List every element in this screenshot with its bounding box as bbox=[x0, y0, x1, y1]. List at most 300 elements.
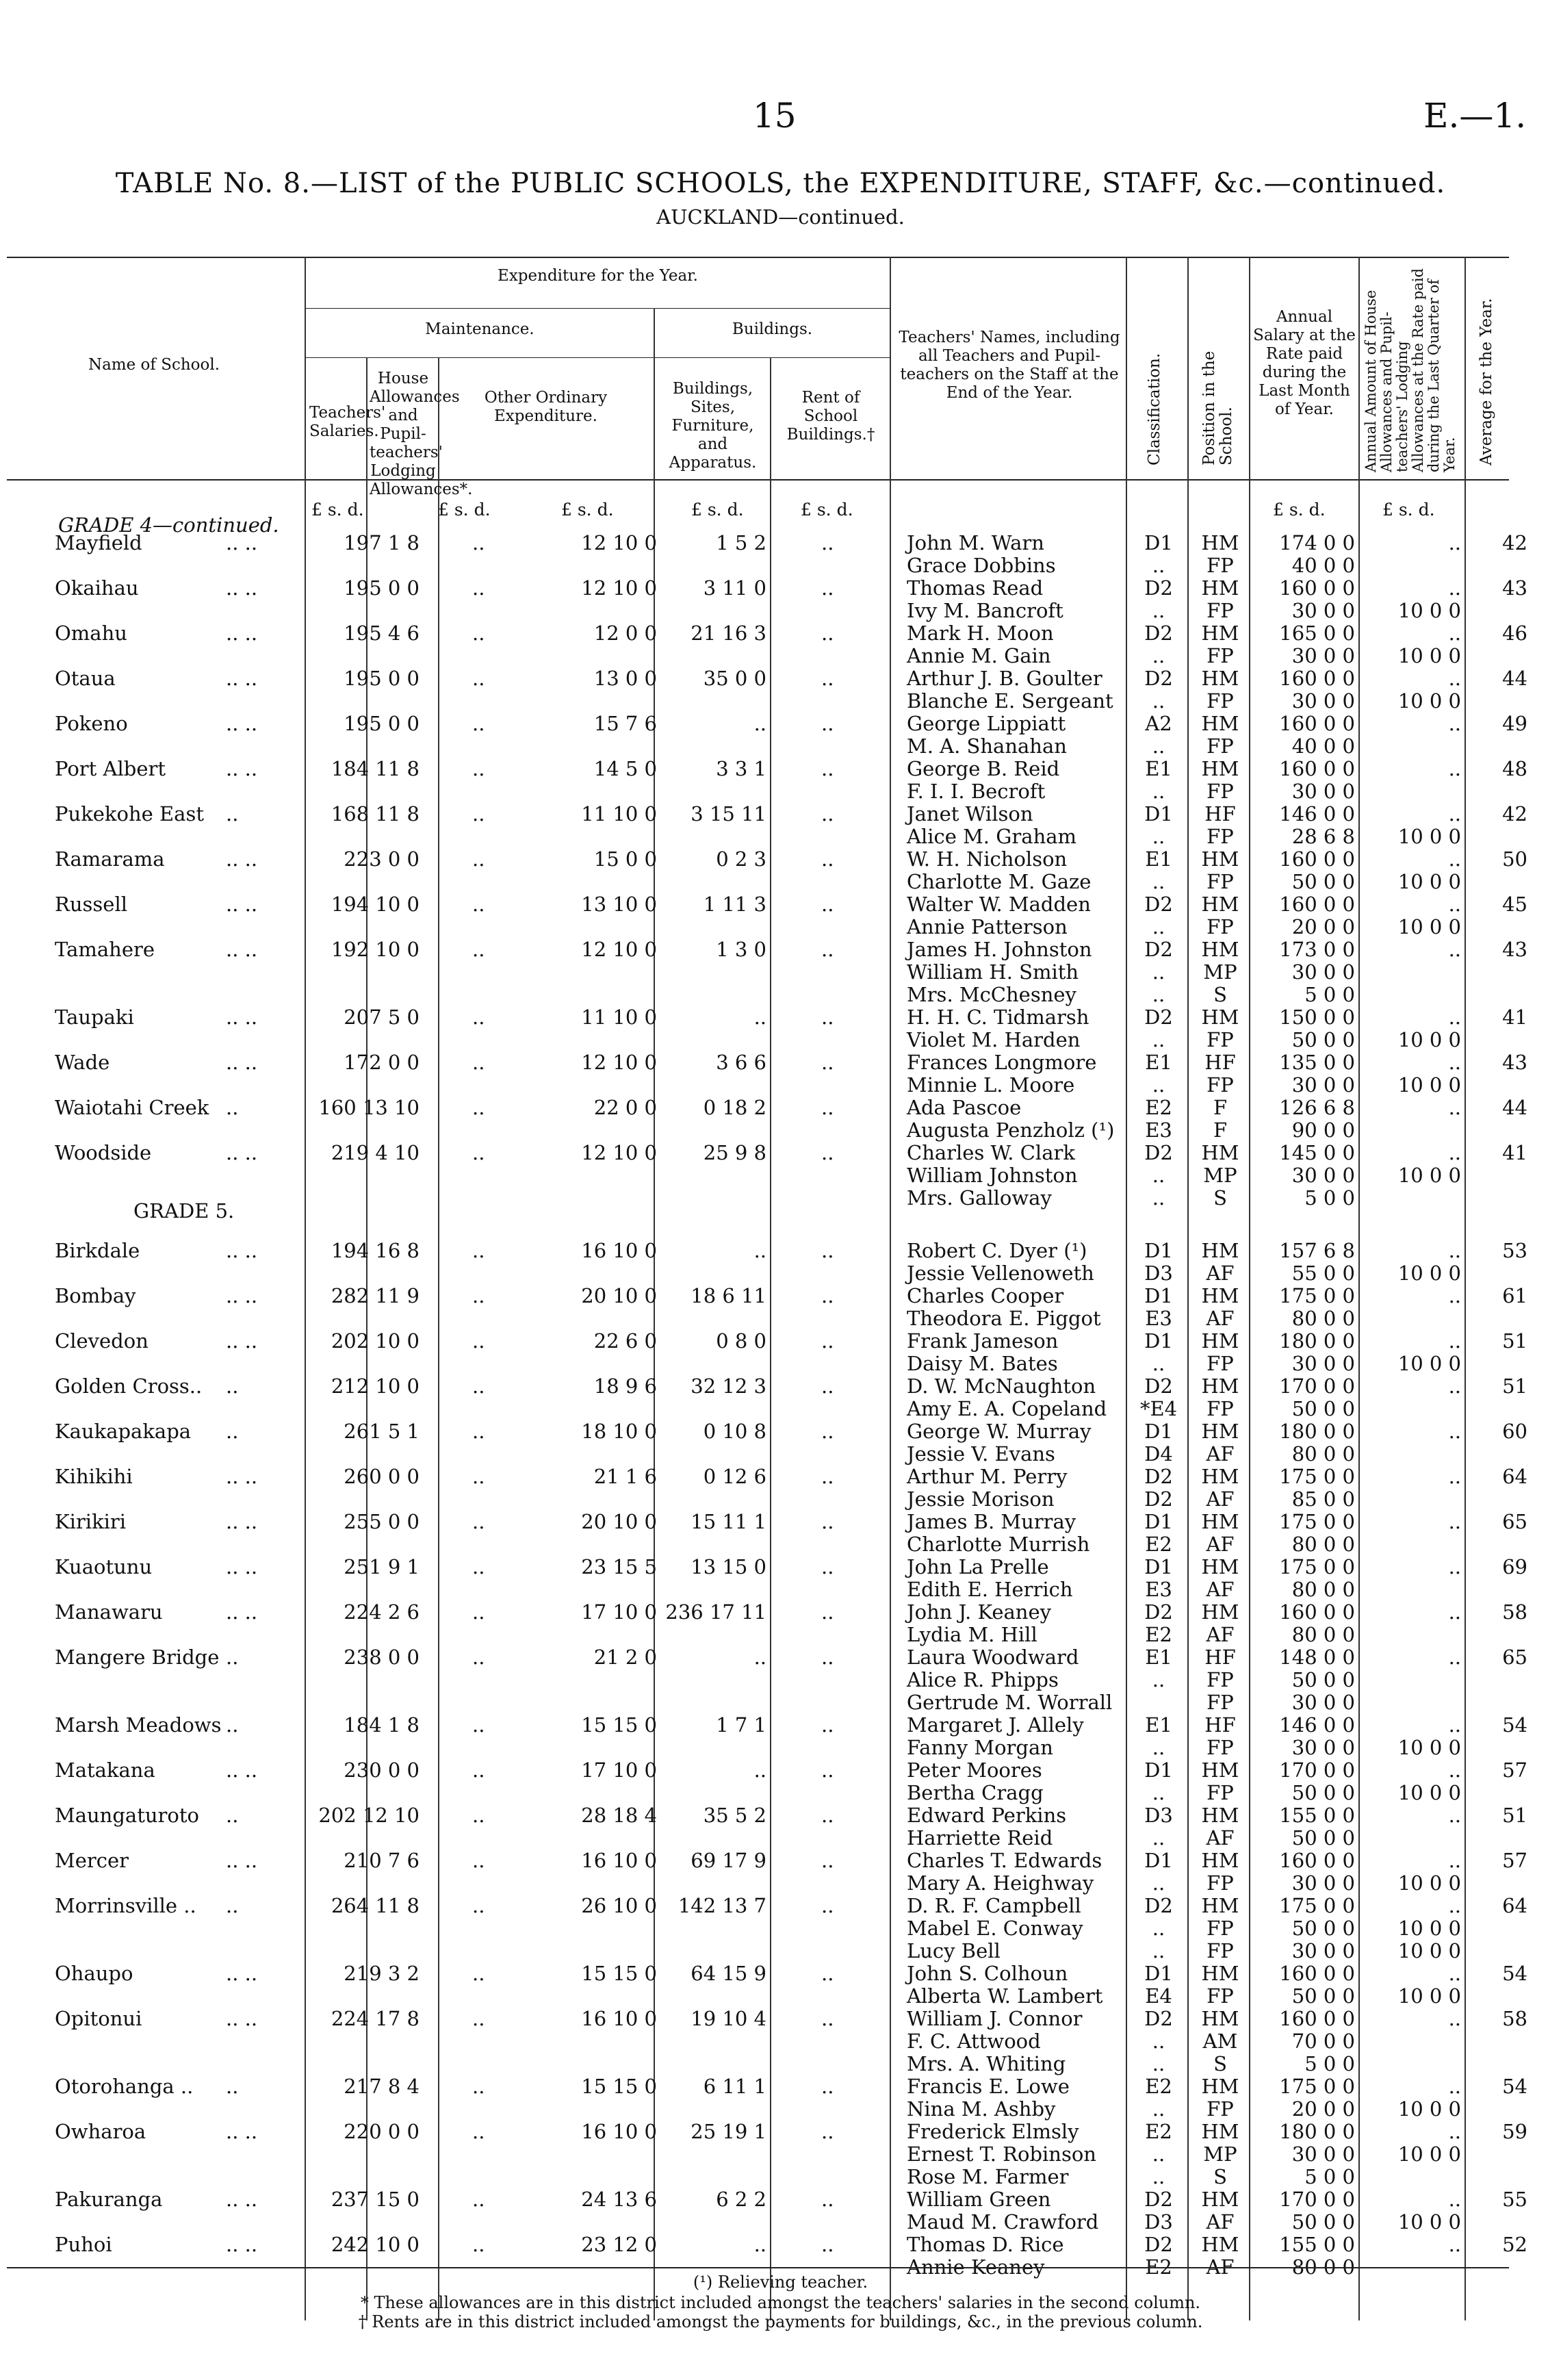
house-allowances: .. bbox=[472, 1510, 485, 1533]
unit-rent: £ s. d. bbox=[801, 500, 853, 520]
teacher-classification: D2 bbox=[1144, 893, 1173, 916]
rent: .. bbox=[821, 1894, 834, 1917]
teacher-classification: E4 bbox=[1145, 1984, 1172, 2008]
header-classification: Classification. bbox=[1146, 353, 1163, 465]
rent: .. bbox=[821, 1284, 834, 1307]
other-expenditure: 23 12 0 bbox=[581, 2233, 657, 2256]
teacher-position: FP bbox=[1207, 1028, 1234, 1051]
rent: .. bbox=[821, 1804, 834, 1827]
teacher-name: Annie Keaney bbox=[907, 2255, 1045, 2279]
teacher-position: S bbox=[1213, 983, 1227, 1006]
teacher-salary: 70 0 0 bbox=[1291, 2030, 1355, 2053]
other-expenditure: 15 15 0 bbox=[581, 1962, 657, 1985]
teacher-salary: 80 0 0 bbox=[1291, 1533, 1355, 1556]
teacher-position: FP bbox=[1207, 1939, 1234, 1962]
teacher-name: Edward Perkins bbox=[907, 1804, 1067, 1827]
school-name: Tamahere bbox=[55, 938, 155, 961]
teacher-classification: D2 bbox=[1144, 622, 1173, 645]
rent: .. bbox=[821, 1758, 834, 1782]
teacher-position: FP bbox=[1207, 1736, 1234, 1759]
teacher-position: S bbox=[1213, 2052, 1227, 2075]
teacher-position: FP bbox=[1207, 1352, 1234, 1375]
buildings-expenditure: 19 10 4 bbox=[691, 2007, 766, 2030]
unit-salary: £ s. d. bbox=[1273, 500, 1326, 520]
teacher-allowance: .. bbox=[1448, 1804, 1461, 1827]
teacher-allowance: 10 0 0 bbox=[1397, 1028, 1461, 1051]
school-dots: .. .. bbox=[226, 757, 258, 780]
buildings-expenditure: 64 15 9 bbox=[691, 1962, 766, 1985]
teacher-classification: E3 bbox=[1145, 1307, 1172, 1330]
buildings-expenditure: .. bbox=[753, 1239, 766, 1262]
school-name: Pakuranga bbox=[55, 2188, 163, 2211]
teacher-position: HM bbox=[1201, 712, 1239, 735]
teacher-name: William Johnston bbox=[907, 1164, 1078, 1187]
teacher-allowance: 10 0 0 bbox=[1397, 1781, 1461, 1804]
teacher-name: Lucy Bell bbox=[907, 1939, 1001, 1962]
school-name: Puhoi bbox=[55, 2233, 112, 2256]
other-expenditure: 12 10 0 bbox=[581, 531, 657, 554]
teacher-position: AM bbox=[1202, 2030, 1238, 2053]
teachers-salaries: 195 0 0 bbox=[344, 576, 420, 600]
teacher-salary: 175 0 0 bbox=[1279, 1894, 1355, 1917]
teacher-allowance: .. bbox=[1448, 1555, 1461, 1578]
school-dots: .. .. bbox=[226, 1465, 258, 1488]
teacher-salary: 146 0 0 bbox=[1279, 1713, 1355, 1737]
teacher-classification: D2 bbox=[1144, 1374, 1173, 1398]
other-expenditure: 15 7 6 bbox=[593, 712, 657, 735]
teacher-name: Minnie L. Moore bbox=[907, 1073, 1075, 1097]
teacher-position: HM bbox=[1201, 2007, 1239, 2030]
teacher-salary: 50 0 0 bbox=[1291, 1397, 1355, 1420]
header-expenditure: Expenditure for the Year. bbox=[498, 267, 698, 285]
teacher-classification: D1 bbox=[1144, 1510, 1173, 1533]
teacher-salary: 155 0 0 bbox=[1279, 1804, 1355, 1827]
house-allowances: .. bbox=[472, 802, 485, 826]
average-attendance: 54 bbox=[1502, 1713, 1527, 1737]
rent: .. bbox=[821, 1141, 834, 1164]
teachers-salaries: 168 11 8 bbox=[331, 802, 420, 826]
teacher-allowance: .. bbox=[1448, 1051, 1461, 1074]
header-buildings: Buildings. bbox=[732, 320, 813, 338]
teachers-salaries: 224 2 6 bbox=[344, 1600, 420, 1624]
school-name: Golden Cross.. bbox=[55, 1374, 203, 1398]
average-attendance: 65 bbox=[1502, 1646, 1527, 1669]
teacher-name: Charlotte M. Gaze bbox=[907, 870, 1092, 893]
house-allowances: .. bbox=[472, 1804, 485, 1827]
teacher-position: FP bbox=[1207, 1668, 1234, 1691]
other-expenditure: 23 15 5 bbox=[581, 1555, 657, 1578]
school-name: Ohaupo bbox=[55, 1962, 133, 1985]
teacher-name: Mrs. Galloway bbox=[907, 1186, 1052, 1210]
teachers-salaries: 212 10 0 bbox=[331, 1374, 420, 1398]
other-expenditure: 16 10 0 bbox=[581, 2120, 657, 2143]
house-allowances: .. bbox=[472, 1713, 485, 1737]
teacher-position: S bbox=[1213, 2165, 1227, 2188]
teacher-name: Francis E. Lowe bbox=[907, 2075, 1070, 2098]
rent: .. bbox=[821, 2007, 834, 2030]
rent: .. bbox=[821, 712, 834, 735]
teacher-position: HM bbox=[1201, 1465, 1239, 1488]
school-dots: .. .. bbox=[226, 2120, 258, 2143]
teacher-classification: D3 bbox=[1144, 1262, 1173, 1285]
teacher-classification: D1 bbox=[1144, 1420, 1173, 1443]
teacher-allowance: .. bbox=[1448, 1646, 1461, 1669]
average-attendance: 42 bbox=[1502, 802, 1527, 826]
teacher-allowance: .. bbox=[1448, 893, 1461, 916]
teacher-allowance: .. bbox=[1448, 847, 1461, 871]
teacher-name: Thomas D. Rice bbox=[907, 2233, 1064, 2256]
teacher-salary: 145 0 0 bbox=[1279, 1141, 1355, 1164]
teacher-classification: .. bbox=[1152, 2165, 1165, 2188]
buildings-expenditure: 1 7 1 bbox=[716, 1713, 766, 1737]
teacher-classification: D2 bbox=[1144, 1006, 1173, 1029]
teacher-classification: .. bbox=[1152, 2142, 1165, 2166]
school-dots: .. .. bbox=[226, 2188, 258, 2211]
school-dots: .. .. bbox=[226, 667, 258, 690]
teacher-salary: 50 0 0 bbox=[1291, 870, 1355, 893]
teacher-classification: .. bbox=[1152, 1028, 1165, 1051]
house-allowances: .. bbox=[472, 2120, 485, 2143]
teacher-classification: E1 bbox=[1145, 847, 1172, 871]
teachers-salaries: 195 4 6 bbox=[344, 622, 420, 645]
teacher-allowance: .. bbox=[1448, 802, 1461, 826]
teacher-classification: .. bbox=[1152, 644, 1165, 667]
average-attendance: 57 bbox=[1502, 1758, 1527, 1782]
teacher-salary: 50 0 0 bbox=[1291, 1984, 1355, 2008]
teacher-position: F bbox=[1213, 1118, 1228, 1142]
teacher-name: Harriette Reid bbox=[907, 1826, 1053, 1850]
other-expenditure: 12 10 0 bbox=[581, 1141, 657, 1164]
teacher-allowance: .. bbox=[1448, 576, 1461, 600]
school-dots: .. .. bbox=[226, 1239, 258, 1262]
teacher-classification: D2 bbox=[1144, 1894, 1173, 1917]
teacher-salary: 170 0 0 bbox=[1279, 1758, 1355, 1782]
school-dots: .. .. bbox=[226, 2007, 258, 2030]
school-name: Pokeno bbox=[55, 712, 128, 735]
school-dots: .. bbox=[226, 1894, 239, 1917]
teacher-classification: .. bbox=[1152, 915, 1165, 938]
teacher-salary: 30 0 0 bbox=[1291, 1352, 1355, 1375]
school-name: Woodside bbox=[55, 1141, 152, 1164]
teacher-salary: 30 0 0 bbox=[1291, 1736, 1355, 1759]
teacher-position: HM bbox=[1201, 1239, 1239, 1262]
teacher-salary: 50 0 0 bbox=[1291, 1917, 1355, 1940]
teacher-classification: E2 bbox=[1145, 2255, 1172, 2279]
teacher-name: Frances Longmore bbox=[907, 1051, 1097, 1074]
teacher-salary: 20 0 0 bbox=[1291, 915, 1355, 938]
house-allowances: .. bbox=[472, 1374, 485, 1398]
school-dots: .. .. bbox=[226, 1284, 258, 1307]
teachers-salaries: 261 5 1 bbox=[344, 1420, 420, 1443]
teachers-salaries: 184 11 8 bbox=[331, 757, 420, 780]
teacher-name: Annie Patterson bbox=[907, 915, 1068, 938]
teacher-salary: 50 0 0 bbox=[1291, 2210, 1355, 2234]
teacher-salary: 30 0 0 bbox=[1291, 599, 1355, 622]
house-allowances: .. bbox=[472, 2007, 485, 2030]
teacher-position: HM bbox=[1201, 1141, 1239, 1164]
teacher-name: George W. Murray bbox=[907, 1420, 1092, 1443]
teacher-salary: 80 0 0 bbox=[1291, 1578, 1355, 1601]
teacher-salary: 28 6 8 bbox=[1291, 825, 1355, 848]
header-teachers-salaries: Teachers' Salaries. bbox=[309, 404, 386, 440]
teacher-salary: 50 0 0 bbox=[1291, 1668, 1355, 1691]
average-attendance: 42 bbox=[1502, 531, 1527, 554]
house-allowances: .. bbox=[472, 1849, 485, 1872]
teacher-classification: .. bbox=[1152, 1073, 1165, 1097]
teacher-position: HM bbox=[1201, 757, 1239, 780]
teachers-salaries: 223 0 0 bbox=[344, 847, 420, 871]
teachers-salaries: 202 10 0 bbox=[331, 1329, 420, 1353]
teacher-allowance: .. bbox=[1448, 938, 1461, 961]
teacher-classification: .. bbox=[1152, 554, 1165, 577]
house-allowances: .. bbox=[472, 1894, 485, 1917]
footnote-relieving: (¹) Relieving teacher. bbox=[693, 2273, 868, 2292]
page-code: E.—1. bbox=[1423, 96, 1527, 136]
rent: .. bbox=[821, 1420, 834, 1443]
teacher-position: AF bbox=[1206, 1487, 1235, 1511]
teacher-classification: E1 bbox=[1145, 757, 1172, 780]
average-attendance: 52 bbox=[1502, 2233, 1527, 2256]
buildings-expenditure: 6 11 1 bbox=[703, 2075, 766, 2098]
other-expenditure: 24 13 6 bbox=[581, 2188, 657, 2211]
other-expenditure: 21 1 6 bbox=[593, 1465, 657, 1488]
average-attendance: 54 bbox=[1502, 1962, 1527, 1985]
average-attendance: 61 bbox=[1502, 1284, 1527, 1307]
teacher-salary: 160 0 0 bbox=[1279, 1600, 1355, 1624]
teacher-name: Bertha Cragg bbox=[907, 1781, 1044, 1804]
school-name: Kirikiri bbox=[55, 1510, 127, 1533]
teacher-position: S bbox=[1213, 1186, 1227, 1210]
teacher-name: John La Prelle bbox=[907, 1555, 1049, 1578]
other-expenditure: 17 10 0 bbox=[581, 1600, 657, 1624]
buildings-expenditure: 0 2 3 bbox=[716, 847, 766, 871]
teacher-name: Nina M. Ashby bbox=[907, 2097, 1056, 2121]
teacher-allowance: .. bbox=[1448, 1141, 1461, 1164]
header-other-expenditure: Other Ordinary Expenditure. bbox=[484, 389, 608, 425]
house-allowances: .. bbox=[472, 1284, 485, 1307]
buildings-expenditure: 3 15 11 bbox=[691, 802, 766, 826]
footnote-allowances: * These allowances are in this district included amongst the teachers' salaries in the second column. bbox=[360, 2293, 1201, 2312]
teacher-name: Mrs. McChesney bbox=[907, 983, 1076, 1006]
teacher-salary: 157 6 8 bbox=[1279, 1239, 1355, 1262]
teacher-salary: 80 0 0 bbox=[1291, 2255, 1355, 2279]
teacher-allowance: 10 0 0 bbox=[1397, 1984, 1461, 2008]
teacher-name: Jessie V. Evans bbox=[907, 1442, 1055, 1466]
teacher-salary: 174 0 0 bbox=[1279, 531, 1355, 554]
teacher-classification: .. bbox=[1152, 870, 1165, 893]
teacher-allowance: 10 0 0 bbox=[1397, 1352, 1461, 1375]
teacher-allowance: .. bbox=[1448, 1096, 1461, 1119]
other-expenditure: 16 10 0 bbox=[581, 1849, 657, 1872]
house-allowances: .. bbox=[472, 847, 485, 871]
teacher-classification: .. bbox=[1152, 1826, 1165, 1850]
teacher-classification: .. bbox=[1152, 689, 1165, 713]
other-expenditure: 20 10 0 bbox=[581, 1284, 657, 1307]
teachers-salaries: 282 11 9 bbox=[331, 1284, 420, 1307]
header-teachers-names: Teachers' Names, including all Teachers and Pupil-teachers on the Staff at the End of the Year. bbox=[899, 329, 1120, 402]
teacher-name: Frederick Elmsly bbox=[907, 2120, 1079, 2143]
teacher-name: Ivy M. Bancroft bbox=[907, 599, 1063, 622]
teacher-name: F. I. I. Becroft bbox=[907, 780, 1046, 803]
school-name: Opitonui bbox=[55, 2007, 142, 2030]
teacher-classification: .. bbox=[1152, 1352, 1165, 1375]
teacher-salary: 146 0 0 bbox=[1279, 802, 1355, 826]
other-expenditure: 12 10 0 bbox=[581, 1051, 657, 1074]
teacher-name: Jessie Vellenoweth bbox=[907, 1262, 1094, 1285]
teacher-classification: A2 bbox=[1145, 712, 1172, 735]
teacher-salary: 40 0 0 bbox=[1291, 734, 1355, 758]
teacher-name: Janet Wilson bbox=[907, 802, 1033, 826]
school-dots: .. .. bbox=[226, 1051, 258, 1074]
teacher-position: FP bbox=[1207, 734, 1234, 758]
teacher-classification: E2 bbox=[1145, 2075, 1172, 2098]
buildings-expenditure: 25 9 8 bbox=[703, 1141, 766, 1164]
teacher-salary: 5 0 0 bbox=[1304, 1186, 1355, 1210]
school-name: Otorohanga .. bbox=[55, 2075, 194, 2098]
teacher-name: James H. Johnston bbox=[907, 938, 1092, 961]
teachers-salaries: 251 9 1 bbox=[344, 1555, 420, 1578]
rent: .. bbox=[821, 847, 834, 871]
school-name: Russell bbox=[55, 893, 127, 916]
teacher-position: HF bbox=[1204, 1646, 1236, 1669]
header-annual-salary: Annual Salary at the Rate paid during the Last Month of Year. bbox=[1253, 308, 1356, 418]
other-expenditure: 12 10 0 bbox=[581, 938, 657, 961]
teachers-salaries: 160 13 10 bbox=[318, 1096, 420, 1119]
average-attendance: 46 bbox=[1502, 622, 1527, 645]
teacher-classification: .. bbox=[1152, 1736, 1165, 1759]
teacher-name: John M. Warn bbox=[907, 531, 1044, 554]
teacher-position: FP bbox=[1207, 1397, 1234, 1420]
teacher-salary: 160 0 0 bbox=[1279, 757, 1355, 780]
teacher-classification: D1 bbox=[1144, 1962, 1173, 1985]
school-dots: .. .. bbox=[226, 576, 258, 600]
teacher-position: AF bbox=[1206, 1578, 1235, 1601]
house-allowances: .. bbox=[472, 1758, 485, 1782]
school-dots: .. .. bbox=[226, 1006, 258, 1029]
teacher-position: AF bbox=[1206, 2210, 1235, 2234]
teacher-name: Margaret J. Allely bbox=[907, 1713, 1084, 1737]
teacher-name: Charles T. Edwards bbox=[907, 1849, 1102, 1872]
teacher-position: AF bbox=[1206, 1623, 1235, 1646]
teacher-salary: 155 0 0 bbox=[1279, 2233, 1355, 2256]
house-allowances: .. bbox=[472, 757, 485, 780]
rent: .. bbox=[821, 1713, 834, 1737]
rent: .. bbox=[821, 1510, 834, 1533]
teacher-salary: 50 0 0 bbox=[1291, 1781, 1355, 1804]
teacher-position: AF bbox=[1206, 2255, 1235, 2279]
teacher-classification: D1 bbox=[1144, 1329, 1173, 1353]
teacher-classification: D2 bbox=[1144, 1141, 1173, 1164]
school-name: Pukekohe East bbox=[55, 802, 205, 826]
other-expenditure: 11 10 0 bbox=[581, 1006, 657, 1029]
teacher-name: John S. Colhoun bbox=[907, 1962, 1068, 1985]
teacher-allowance: 10 0 0 bbox=[1397, 1871, 1461, 1895]
teacher-salary: 30 0 0 bbox=[1291, 1871, 1355, 1895]
school-dots: .. .. bbox=[226, 893, 258, 916]
footnote-rents: † Rents are in this district included amongst the payments for buildings, &c., in the previous column. bbox=[358, 2312, 1203, 2331]
teacher-name: Mabel E. Conway bbox=[907, 1917, 1083, 1940]
house-allowances: .. bbox=[472, 1051, 485, 1074]
average-attendance: 44 bbox=[1502, 1096, 1527, 1119]
teacher-salary: 175 0 0 bbox=[1279, 1555, 1355, 1578]
average-attendance: 51 bbox=[1502, 1374, 1527, 1398]
teacher-position: FP bbox=[1207, 1984, 1234, 2008]
other-expenditure: 22 0 0 bbox=[593, 1096, 657, 1119]
teacher-name: Mary A. Heighway bbox=[907, 1871, 1094, 1895]
teacher-salary: 160 0 0 bbox=[1279, 667, 1355, 690]
average-attendance: 59 bbox=[1502, 2120, 1527, 2143]
teacher-salary: 20 0 0 bbox=[1291, 2097, 1355, 2121]
teacher-position: HM bbox=[1201, 2075, 1239, 2098]
teacher-position: MP bbox=[1203, 960, 1237, 984]
teacher-salary: 55 0 0 bbox=[1291, 1262, 1355, 1285]
teacher-classification: E3 bbox=[1145, 1578, 1172, 1601]
house-allowances: .. bbox=[472, 1141, 485, 1164]
teacher-position: HM bbox=[1201, 1600, 1239, 1624]
rent: .. bbox=[821, 1600, 834, 1624]
teacher-position: AF bbox=[1206, 1826, 1235, 1850]
school-dots: .. .. bbox=[226, 622, 258, 645]
school-dots: .. .. bbox=[226, 1962, 258, 1985]
school-dots: .. bbox=[226, 1096, 239, 1119]
rent: .. bbox=[821, 802, 834, 826]
teacher-salary: 30 0 0 bbox=[1291, 1939, 1355, 1962]
teacher-position: HM bbox=[1201, 1284, 1239, 1307]
school-dots: .. .. bbox=[226, 1555, 258, 1578]
teacher-salary: 160 0 0 bbox=[1279, 847, 1355, 871]
buildings-expenditure: .. bbox=[753, 2233, 766, 2256]
teacher-name: Frank Jameson bbox=[907, 1329, 1059, 1353]
buildings-expenditure: 18 6 11 bbox=[691, 1284, 766, 1307]
average-attendance: 41 bbox=[1502, 1006, 1527, 1029]
teacher-classification: .. bbox=[1152, 1781, 1165, 1804]
header-bottom-rule bbox=[7, 479, 1509, 481]
unit-salaries: £ s. d. bbox=[311, 500, 364, 520]
teacher-allowance: 10 0 0 bbox=[1397, 689, 1461, 713]
other-expenditure: 22 6 0 bbox=[593, 1329, 657, 1353]
teacher-position: HM bbox=[1201, 1374, 1239, 1398]
average-attendance: 45 bbox=[1502, 893, 1527, 916]
average-attendance: 49 bbox=[1502, 712, 1527, 735]
grade-heading: GRADE 4—continued. bbox=[58, 513, 279, 537]
school-dots: .. bbox=[226, 802, 239, 826]
teacher-position: HM bbox=[1201, 893, 1239, 916]
rent: .. bbox=[821, 1374, 834, 1398]
teachers-salaries: 202 12 10 bbox=[318, 1804, 420, 1827]
house-allowances: .. bbox=[472, 667, 485, 690]
teacher-classification: .. bbox=[1152, 1939, 1165, 1962]
unit-other: £ s. d. bbox=[561, 500, 614, 520]
school-dots: .. .. bbox=[226, 1758, 258, 1782]
buildings-expenditure: 3 6 6 bbox=[716, 1051, 766, 1074]
teachers-salaries: 217 8 4 bbox=[344, 2075, 420, 2098]
teacher-classification: D2 bbox=[1144, 2188, 1173, 2211]
teacher-salary: 30 0 0 bbox=[1291, 1073, 1355, 1097]
teacher-classification: .. bbox=[1152, 1164, 1165, 1187]
school-name: Owharoa bbox=[55, 2120, 146, 2143]
teacher-allowance: .. bbox=[1448, 1962, 1461, 1985]
teacher-name: Augusta Penzholz (¹) bbox=[907, 1118, 1115, 1142]
teacher-name: Daisy M. Bates bbox=[907, 1352, 1058, 1375]
school-name: Port Albert bbox=[55, 757, 166, 780]
teacher-classification: D1 bbox=[1144, 1849, 1173, 1872]
teacher-classification: D1 bbox=[1144, 1555, 1173, 1578]
school-name: Maungaturoto bbox=[55, 1804, 199, 1827]
other-expenditure: 21 2 0 bbox=[593, 1646, 657, 1669]
teacher-position: HM bbox=[1201, 1962, 1239, 1985]
teacher-allowance: .. bbox=[1448, 667, 1461, 690]
teacher-position: HM bbox=[1201, 2188, 1239, 2211]
